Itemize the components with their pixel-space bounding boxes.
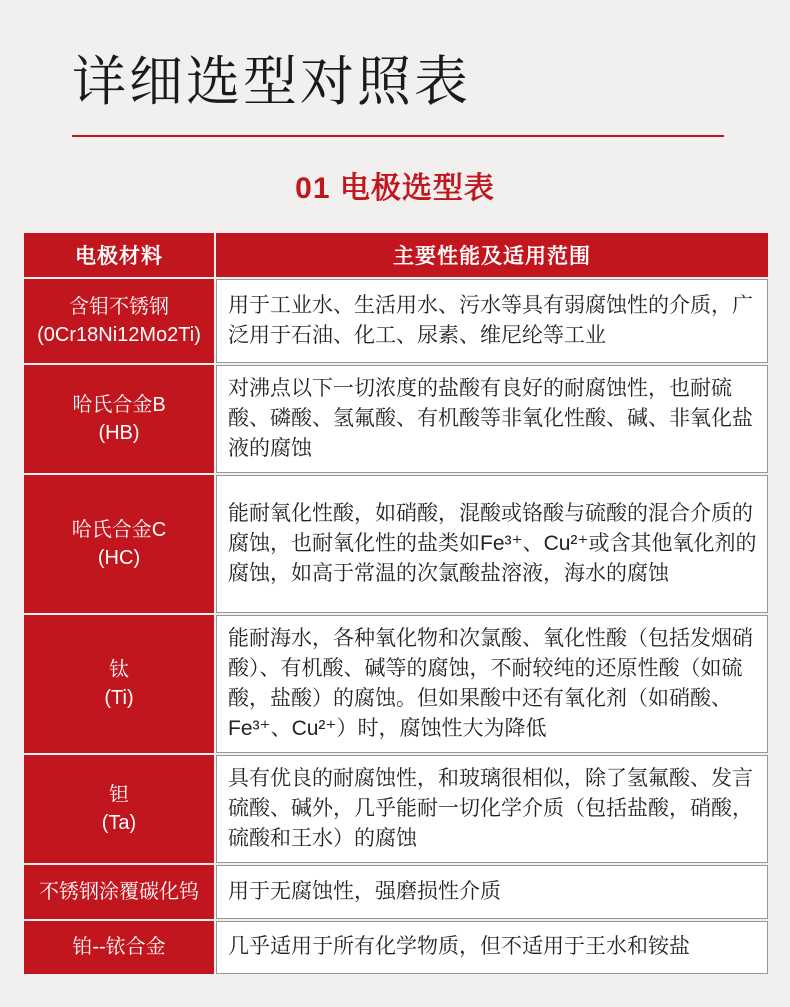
material-formula: (Ti): [104, 686, 134, 709]
material-formula: (HC): [97, 546, 141, 569]
table-row: [24, 615, 768, 753]
material-cell: [24, 755, 214, 863]
table-row: [24, 755, 768, 863]
table-row: [24, 921, 768, 974]
material-name: 含钼不锈钢: [69, 295, 169, 318]
header-material: 电极材料: [24, 233, 214, 277]
section-title: 01 电极选型表: [295, 171, 495, 205]
material-name: 哈氏合金B: [72, 393, 166, 416]
material-formula: (HB): [98, 421, 140, 444]
red-divider-line: [72, 135, 724, 137]
material-cell: [24, 279, 214, 363]
material-formula: (0Cr18Ni12Mo2Ti): [37, 323, 201, 346]
description-cell: 用于工业水、生活用水、污水等具有弱腐蚀性的介质，广泛用于石油、化工、尿素、维尼纶等工业: [216, 279, 768, 363]
material-cell: [24, 865, 214, 919]
material-cell: [24, 475, 214, 613]
material-formula: (Ta): [101, 811, 137, 834]
material-name: 不锈钢涂覆碳化钨: [39, 880, 199, 903]
material-name: 钛: [109, 658, 129, 681]
table-row: [24, 475, 768, 613]
description-cell: 用于无腐蚀性，强磨损性介质: [216, 865, 768, 919]
material-name: 铂--铱合金: [72, 936, 166, 959]
table-row: [24, 865, 768, 919]
header-performance: 主要性能及适用范围: [216, 233, 768, 277]
description-cell: 几乎适用于所有化学物质，但不适用于王水和铵盐: [216, 921, 768, 974]
table-body: [24, 279, 768, 974]
material-cell: [24, 921, 214, 974]
page-title: 详细选型对照表: [72, 52, 471, 112]
material-cell: [24, 365, 214, 473]
description-cell: 对沸点以下一切浓度的盐酸有良好的耐腐蚀性，也耐硫酸、磷酸、氢氟酸、有机酸等非氧化性酸、碱、非氧化盐液的腐蚀: [216, 365, 768, 473]
material-name: 哈氏合金C: [71, 518, 167, 541]
material-cell: [24, 615, 214, 753]
table-row: [24, 365, 768, 473]
table-header: [24, 233, 768, 277]
description-cell: 能耐氧化性酸，如硝酸，混酸或铬酸与硫酸的混合介质的腐蚀，也耐氧化性的盐类如Fe³⁺、Cu²⁺或含其他氧化剂的腐蚀，如高于常温的次氯酸盐溶液，海水的腐蚀: [216, 475, 768, 613]
electrode-selection-table: [22, 231, 770, 976]
table-row: [24, 279, 768, 363]
description-cell: 具有优良的耐腐蚀性，和玻璃很相似，除了氢氟酸、发言硫酸、碱外，几乎能耐一切化学介质（包括盐酸，硝酸，硫酸和王水）的腐蚀: [216, 755, 768, 863]
description-cell: 能耐海水，各种氧化物和次氯酸、氧化性酸（包括发烟硝酸）、有机酸、碱等的腐蚀，不耐较纯的还原性酸（如硫酸，盐酸）的腐蚀。但如果酸中还有氧化剂（如硝酸、Fe³⁺、Cu²⁺）时，腐蚀性大为降低: [216, 615, 768, 753]
material-name: 钽: [109, 783, 129, 806]
